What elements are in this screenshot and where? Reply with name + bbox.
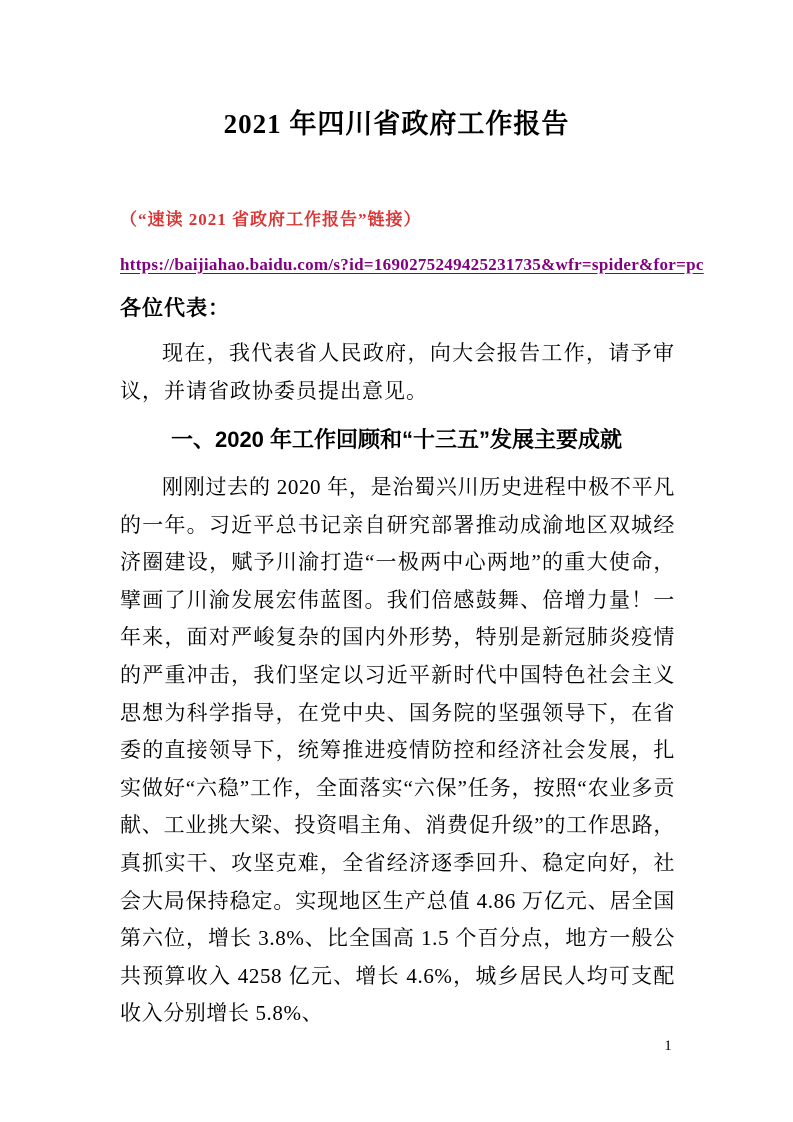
- page-number: 1: [664, 1038, 672, 1054]
- salutation-text: 各位代表：: [120, 296, 230, 320]
- report-hyperlink[interactable]: https://baijiahao.baidu.com/s?id=1690275249425231735&wfr=spider&for=pc: [120, 255, 704, 274]
- document-title: 2021 年四川省政府工作报告: [223, 109, 570, 139]
- section-heading: 一、2020 年工作回顾和“十三五”发展主要成就: [170, 427, 623, 452]
- body-paragraph: 刚刚过去的 2020 年，是治蜀兴川历史进程中极不平凡的一年。习近平总书记亲自研究部署推动成渝地区双城经济圈建设，赋予川渝打造“一极两中心两地”的重大使命，擘画了川渝发展宏伟蓝图。我们倍感鼓舞、倍增力量！一年来，面对严峻复杂的国内外形势，特别是新冠肺炎疫情的严重冲击，我们坚定以习近平新时代中国特色社会主义思想为科学指导，在党中央、国务院的坚强领导下，在省委的直接领导下，统筹推进疫情防控和经济社会发展，扎实做好“六稳”工作，全面落实“六保”任务，按照“农业多贡献、工业挑大梁、投资唱主角、消费促升级”的工作思路，真抓实干、攻坚克难，全省经济逐季回升、稳定向好，社会大局保持稳定。实现地区生产总值 4.86 万亿元、居全国第六位，增长 3.8%、比全国高 1.5 个百分点，地方一般公共预算收入 4258 亿元、增长 4.6%，城乡居民人均可支配收入分别增长 5.8%、: [120, 475, 675, 1026]
- link-note-text: （“速读 2021 省政府工作报告”链接）: [120, 210, 422, 229]
- intro-paragraph: 现在，我代表省人民政府，向大会报告工作，请予审议，并请省政协委员提出意见。: [120, 341, 675, 403]
